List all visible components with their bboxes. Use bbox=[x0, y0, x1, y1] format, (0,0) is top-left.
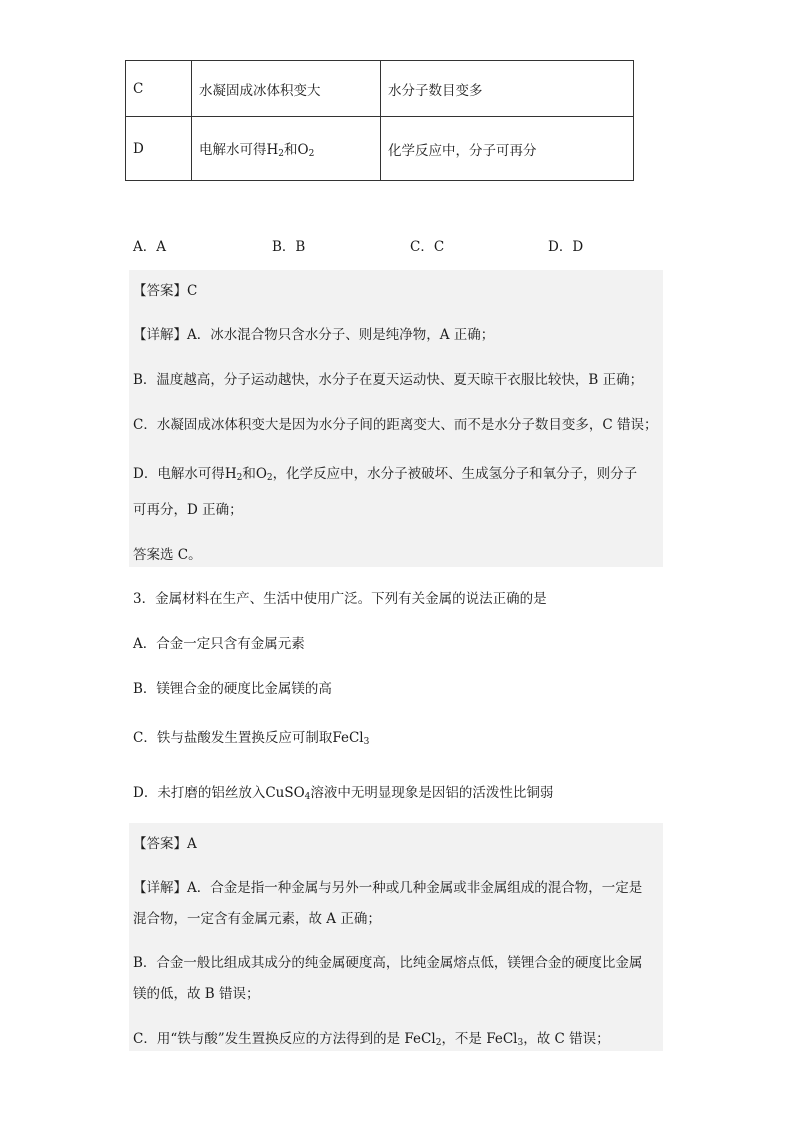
q3-stem: 3．金属材料在生产、生活中使用广泛。下列有关金属的说法正确的是 bbox=[133, 591, 547, 607]
q2-answer: 【答案】C bbox=[133, 283, 198, 299]
q3-detail-b1: B．合金一般比组成其成分的纯金属硬度高，比纯金属熔点低，镁锂合金的硬度比金属 bbox=[133, 955, 643, 971]
q3-answer-block bbox=[129, 823, 663, 1051]
q3-option-d[interactable]: D．未打磨的铝丝放入CuSO$_4$溶液中无明显现象是因铝的活泼性比铜弱 bbox=[133, 785, 554, 802]
q3-detail-a2: 混合物，一定含有金属元素，故 A 正确； bbox=[133, 911, 381, 927]
phenomenon-cell: 水凝固成冰体积变大 bbox=[192, 61, 381, 117]
row-label: D bbox=[126, 117, 192, 181]
q3-option-b[interactable]: B．镁锂合金的硬度比金属镁的高 bbox=[133, 681, 332, 697]
choice-a[interactable]: A．A bbox=[133, 239, 166, 255]
q3-answer: 【答案】A bbox=[133, 836, 197, 852]
explanation-cell: 水分子数目变多 bbox=[381, 61, 634, 117]
choice-d[interactable]: D．D bbox=[548, 239, 584, 255]
o2-formula: $O_2$ bbox=[297, 142, 315, 159]
conjunction-text: 和 bbox=[284, 142, 298, 158]
q3-option-c[interactable]: C．铁与盐酸发生置换反应可制取FeCl$_3$ bbox=[133, 730, 370, 747]
options-table bbox=[125, 60, 634, 181]
table-row bbox=[126, 117, 634, 181]
cuso4-formula: CuSO$_4$ bbox=[265, 785, 311, 802]
phenomenon-text: 电解水可得 bbox=[199, 142, 267, 158]
q3-option-a[interactable]: A．合金一定只含有金属元素 bbox=[133, 636, 305, 652]
q2-final: 答案选 C。 bbox=[133, 547, 202, 563]
o2-formula: $O_2$ bbox=[255, 466, 273, 483]
row-label: C bbox=[126, 61, 192, 117]
h2-formula: $H_2$ bbox=[224, 466, 243, 483]
choice-c[interactable]: C．C bbox=[410, 239, 445, 255]
h2-formula: $H_2$ bbox=[266, 142, 285, 159]
q3-detail-b2: 镁的低，故 B 错误； bbox=[133, 986, 260, 1002]
table-row bbox=[126, 61, 634, 117]
q3-detail-a1: 【详解】A．合金是指一种金属与另外一种或几种金属或非金属组成的混合物，一定是 bbox=[133, 880, 643, 896]
q2-detail-d: D．电解水可得$H_2$和$O_2$，化学反应中，水分子被破坏、生成氢分子和氧分子，则分子 bbox=[133, 466, 638, 483]
q2-choices bbox=[133, 235, 633, 255]
q2-detail-a: 【详解】A．冰水混合物只含水分子、则是纯净物，A 正确； bbox=[133, 327, 495, 343]
q2-detail-d-cont: 可再分，D 正确； bbox=[133, 502, 243, 518]
q3-detail-c: C．用“铁与酸”发生置换反应的方法得到的是 FeCl$_2$，不是 FeCl$_3$，故 C 错误； bbox=[133, 1031, 610, 1048]
explanation-cell: 化学反应中，分子可再分 bbox=[381, 117, 634, 181]
choice-b[interactable]: B．B bbox=[272, 239, 306, 255]
fecl3-formula: FeCl$_3$ bbox=[332, 730, 370, 747]
q2-detail-b: B．温度越高，分子运动越快，水分子在夏天运动快、夏天晾干衣服比较快，B 正确； bbox=[133, 372, 644, 388]
phenomenon-cell bbox=[192, 117, 381, 181]
q2-detail-c: C．水凝固成冰体积变大是因为水分子间的距离变大、而不是水分子数目变多，C 错误； bbox=[133, 417, 658, 433]
